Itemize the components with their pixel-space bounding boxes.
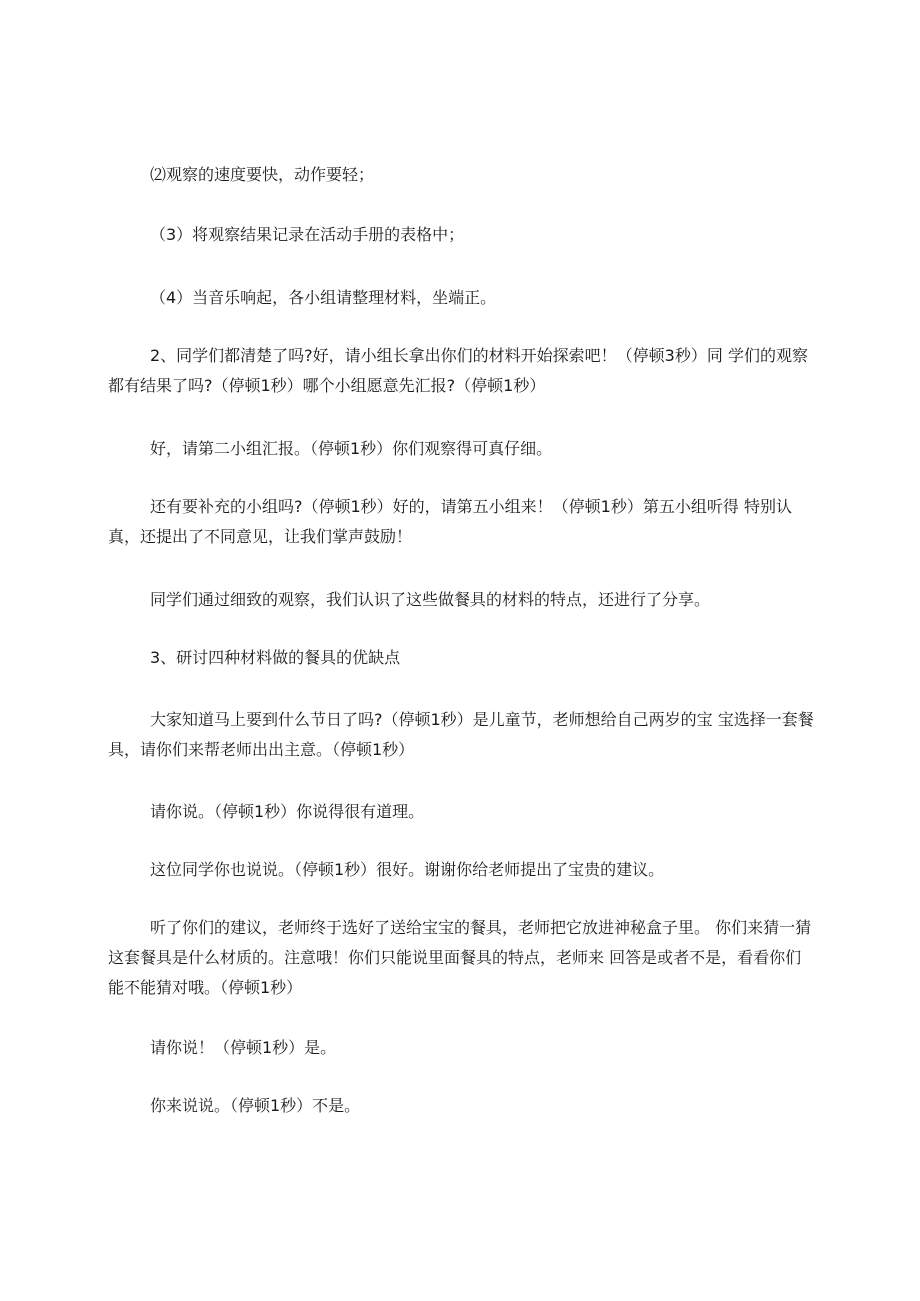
paragraph-summary: 同学们通过细致的观察，我们认识了这些做餐具的材料的特点，还进行了分享。: [150, 590, 711, 609]
paragraph-you-say: 请你说。（停顿1秒）你说得很有道理。: [150, 802, 425, 821]
paragraph-music-tidy: （4）当音乐响起，各小组请整理材料，坐端正。: [150, 288, 497, 307]
paragraph-start-explore: 2、同学们都清楚了吗?好，请小组长拿出你们的材料开始探索吧！（停顿3秒）同 学们的观察都有结果了吗?（停顿1秒）哪个小组愿意先汇报?（停顿1秒）: [108, 346, 808, 395]
paragraph-mystery-box: 听了你们的建议，老师终于选好了送给宝宝的餐具，老师把它放进神秘盒子里。 你们来猜一猜这套餐具是什么材质的。注意哦！你们只能说里面餐具的特点，老师来 回答是或者不是，看看你们能不能猜对哦。（停顿1秒）: [108, 918, 812, 997]
paragraph-group-five: 还有要补充的小组吗?（停顿1秒）好的，请第五小组来！（停顿1秒）第五小组听得 特别认真，还提出了不同意见，让我们掌声鼓励！: [108, 497, 792, 546]
paragraph-answer-yes: 请你说！（停顿1秒）是。: [150, 1038, 337, 1057]
paragraph-observe-speed: ⑵观察的速度要快，动作要轻；: [150, 165, 375, 184]
paragraph-answer-no: 你来说说。（停顿1秒）不是。: [150, 1096, 361, 1115]
paragraph-classmate-say: 这位同学你也说说。（停顿1秒）很好。谢谢你给老师提出了宝贵的建议。: [150, 860, 665, 879]
paragraph-childrens-day: 大家知道马上要到什么节日了吗?（停顿1秒）是儿童节，老师想给自己两岁的宝 宝选择一套餐具，请你们来帮老师出出主意。（停顿1秒）: [108, 710, 814, 759]
section-heading-discuss: 3、研讨四种材料做的餐具的优缺点: [150, 648, 401, 667]
paragraph-group-two: 好，请第二小组汇报。（停顿1秒）你们观察得可真仔细。: [150, 439, 553, 458]
paragraph-record-results: （3）将观察结果记录在活动手册的表格中；: [150, 225, 465, 244]
